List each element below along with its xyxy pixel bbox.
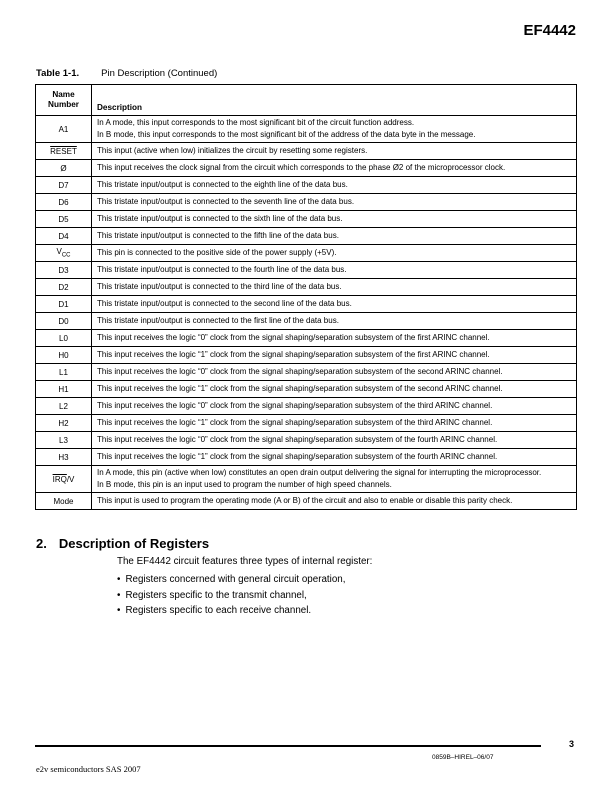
copyright: e2v semiconductors SAS 2007 (36, 764, 141, 774)
section-intro: The EF4442 circuit features three types of internal register: (117, 556, 373, 567)
table-row (36, 228, 577, 245)
pin-name (36, 279, 92, 296)
list-item: • Registers specific to each receive channel. (117, 605, 345, 621)
pin-name-part: D3 (58, 265, 69, 275)
pin-name-part: H0 (58, 350, 69, 360)
pin-name (36, 330, 92, 347)
pin-description (92, 330, 577, 347)
pin-description (92, 466, 577, 493)
description-line: This input receives the logic “0” clock from the signal shaping/separation subsystem of the first ARINC channel. (97, 333, 490, 342)
table-row (36, 364, 577, 381)
pin-name-part: D1 (58, 299, 69, 309)
pin-name (36, 177, 92, 194)
table-row (36, 381, 577, 398)
pin-description-table (35, 84, 577, 510)
pin-name (36, 143, 92, 160)
pin-description (92, 177, 577, 194)
pin-name (36, 381, 92, 398)
table-caption (36, 68, 217, 79)
list-item: • Registers specific to the transmit channel, (117, 590, 345, 606)
pin-name (36, 347, 92, 364)
description-line: This input receives the logic “0” clock from the signal shaping/separation subsystem of the second ARINC channel. (97, 367, 503, 376)
table-row (36, 279, 577, 296)
table-row (36, 449, 577, 466)
pin-name-part: D7 (58, 180, 69, 190)
pin-name (36, 313, 92, 330)
table-row (36, 347, 577, 364)
description-line: In A mode, this pin (active when low) constitutes an open drain output delivering the signal for interrupting the microprocessor. (97, 468, 542, 477)
description-line: This tristate input/output is connected to the eighth line of the data bus. (97, 180, 348, 189)
description-line: This input receives the logic “1” clock from the signal shaping/separation subsystem of the third ARINC channel. (97, 418, 493, 427)
page-number: 3 (569, 739, 575, 749)
description-line: This tristate input/output is connected to the second line of the data bus. (97, 299, 352, 308)
description-line: In A mode, this input corresponds to the most significant bit of the circuit function address. (97, 118, 415, 127)
description-line: This input receives the logic “0” clock from the signal shaping/separation subsystem of the third ARINC channel. (97, 401, 493, 410)
pin-name-part: A1 (58, 124, 69, 134)
pin-name-part: D5 (58, 214, 69, 224)
document-title: EF4442 (523, 22, 576, 39)
pin-description (92, 432, 577, 449)
header-line: Name (52, 90, 75, 99)
description-line: This tristate input/output is connected to the first line of the data bus. (97, 316, 339, 325)
description-line: This input receives the clock signal from the circuit which corresponds to the phase Ø2 of the microprocessor clock. (97, 163, 506, 172)
pin-description (92, 364, 577, 381)
pin-name (36, 245, 92, 262)
pin-name-part: D4 (58, 231, 69, 241)
pin-description (92, 313, 577, 330)
pin-name (36, 262, 92, 279)
pin-name (36, 398, 92, 415)
pin-name (36, 211, 92, 228)
description-line: This tristate input/output is connected to the third line of the data bus. (97, 282, 342, 291)
section-heading (36, 536, 221, 551)
pin-name-part: V (56, 247, 62, 257)
pin-description (92, 160, 577, 177)
pin-name (36, 466, 92, 493)
register-types-list (117, 574, 345, 621)
pin-description (92, 296, 577, 313)
description-line: This tristate input/output is connected to the seventh line of the data bus. (97, 197, 355, 206)
pin-name-part: H1 (58, 384, 69, 394)
pin-name-part: CC (61, 252, 71, 259)
description-line: This tristate input/output is connected to the fifth line of the data bus. (97, 231, 339, 240)
description-line: This input (active when low) initializes the circuit by resetting some registers. (97, 146, 368, 155)
pin-name-part: D2 (58, 282, 69, 292)
list-item: • Registers concerned with general circuit operation, (117, 574, 345, 590)
table-row (36, 398, 577, 415)
description-line: This input receives the logic “0” clock from the signal shaping/separation subsystem of the fourth ARINC channel. (97, 435, 498, 444)
table-row (36, 296, 577, 313)
pin-name-part: H3 (58, 452, 69, 462)
table-row (36, 211, 577, 228)
pin-name-part: L2 (59, 401, 68, 411)
pin-description (92, 143, 577, 160)
pin-name (36, 160, 92, 177)
header-line: Number (48, 100, 79, 109)
pin-name-part: L3 (59, 435, 68, 445)
pin-description (92, 228, 577, 245)
description-line: This tristate input/output is connected to the fourth line of the data bus. (97, 265, 347, 274)
footer-rule (35, 745, 541, 747)
pin-description (92, 347, 577, 364)
pin-name (36, 415, 92, 432)
description-line: This pin is connected to the positive side of the power supply (+5V). (97, 248, 337, 257)
pin-name (36, 364, 92, 381)
pin-name-part: H2 (58, 418, 69, 428)
doc-code: 0859B–HIREL–06/07 (432, 754, 494, 761)
description-line: This input receives the logic “1” clock from the signal shaping/separation subsystem of the first ARINC channel. (97, 350, 490, 359)
pin-name-part: L0 (59, 333, 68, 343)
table-row (36, 415, 577, 432)
section-number: 2. (36, 536, 47, 551)
pin-name-part: RESET (50, 146, 77, 156)
pin-name (36, 116, 92, 143)
pin-description (92, 262, 577, 279)
description-line: This input is used to program the operating mode (A or B) of the circuit and also to enable or disable this parity check. (97, 496, 513, 505)
pin-description (92, 194, 577, 211)
table-row (36, 194, 577, 211)
section-title: Description of Registers (58, 536, 210, 551)
table-title: Pin Description (Continued) (101, 68, 218, 79)
pin-name-part: D6 (58, 197, 69, 207)
pin-name (36, 432, 92, 449)
pin-description (92, 381, 577, 398)
pin-name (36, 194, 92, 211)
pin-description (92, 211, 577, 228)
pin-name-part: Mode (53, 496, 74, 506)
column-header-description: Description (92, 85, 577, 116)
table-row (36, 330, 577, 347)
pin-description (92, 449, 577, 466)
pin-name-part: D0 (58, 316, 69, 326)
table-row (36, 432, 577, 449)
pin-description (92, 245, 577, 262)
pin-name-part: Ø (60, 163, 67, 173)
pin-description (92, 398, 577, 415)
table-row (36, 245, 577, 262)
pin-name-part: L1 (59, 367, 68, 377)
table-row (36, 177, 577, 194)
pin-name (36, 449, 92, 466)
pin-description (92, 493, 577, 510)
table-number: Table 1-1. (36, 68, 80, 79)
pin-description (92, 279, 577, 296)
pin-name (36, 296, 92, 313)
description-line: This input receives the logic “1” clock from the signal shaping/separation subsystem of the fourth ARINC channel. (97, 452, 498, 461)
pin-name-part: /V (66, 474, 75, 484)
table-row (36, 116, 577, 143)
table-row (36, 466, 577, 493)
description-line: This tristate input/output is connected to the sixth line of the data bus. (97, 214, 343, 223)
table-row (36, 313, 577, 330)
pin-description (92, 415, 577, 432)
description-line: This input receives the logic “1” clock from the signal shaping/separation subsystem of the second ARINC channel. (97, 384, 503, 393)
pin-name (36, 228, 92, 245)
table-row (36, 262, 577, 279)
column-header-name (36, 85, 92, 116)
pin-name-part: $\overline{IRQ}$ (52, 474, 67, 484)
table-row (36, 493, 577, 510)
table-row (36, 143, 577, 160)
pin-name (36, 493, 92, 510)
description-line: In B mode, this input corresponds to the most significant bit of the address of the data byte in the message. (97, 130, 476, 139)
description-line: In B mode, this pin is an input used to program the number of high speed channels. (97, 480, 392, 489)
table-row (36, 160, 577, 177)
pin-description (92, 116, 577, 143)
